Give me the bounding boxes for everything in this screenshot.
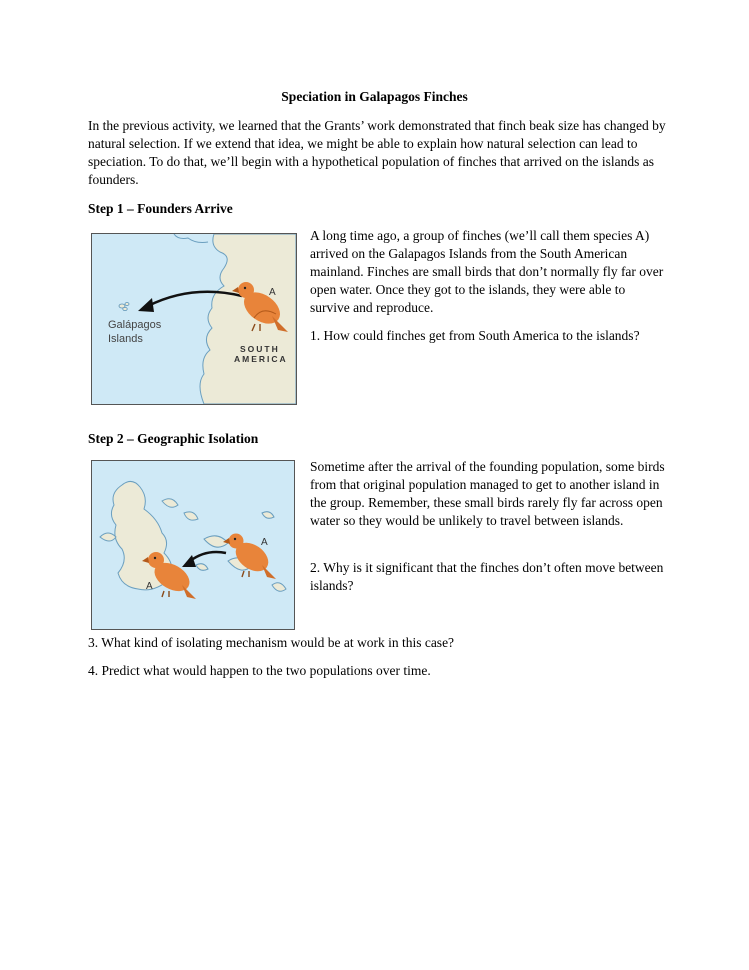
south-label: SOUTH	[240, 344, 280, 354]
step1-map-image	[91, 233, 297, 405]
step1-heading: Step 1 – Founders Arrive	[88, 201, 233, 216]
step2-heading: Step 2 – Geographic Isolation	[88, 431, 259, 446]
galapagos-label-line2: Islands	[108, 333, 143, 345]
dispersal-arrow	[190, 552, 226, 561]
galapagos-label-line1: Galápagos	[108, 319, 162, 331]
step1-text: A long time ago, a group of finches (we’ll call them species A) arrived on the Galapagos Islands from the South American mainland. Finches are small birds that don’t normally fly far over open water. Once they got to the islands, they were able to survive and reproduce.	[310, 228, 664, 315]
question-3: 3. What kind of isolating mechanism would be at work in this case?	[88, 635, 455, 650]
question-1: 1. How could finches get from South America to the islands?	[310, 328, 640, 343]
galapagos-islands-dots	[119, 303, 129, 311]
arrow-head	[182, 555, 196, 567]
step2-text: Sometime after the arrival of the founding population, some birds from that original population managed to get to another island in the group. Remember, these small birds rarely fly far across open water so they would be unlikely to travel between islands.	[310, 459, 665, 528]
finch-bird-right-icon	[223, 534, 276, 580]
america-label: AMERICA	[234, 354, 288, 364]
intro-paragraph: In the previous activity, we learned that the Grants’ work demonstrated that finch beak size has changed by natural selection. If we extend that idea, we might be able to explain how natural selection can lead to speciation. To do that, we’ll begin with a hypothetical population of finches that arrived on the islands as founders.	[88, 118, 666, 187]
question-2: 2. Why is it significant that the finches don’t often move between islands?	[310, 560, 664, 593]
south-america-landmass	[200, 234, 296, 404]
coastline-north	[174, 234, 208, 243]
species-a-label-left: A	[146, 581, 153, 592]
step2-map-image	[91, 460, 295, 630]
question-4: 4. Predict what would happen to the two populations over time.	[88, 663, 431, 678]
species-a-label-right: A	[261, 537, 268, 548]
species-a-label: A	[269, 287, 276, 298]
page-title: Speciation in Galapagos Finches	[281, 89, 468, 104]
arrow-head	[138, 298, 154, 312]
